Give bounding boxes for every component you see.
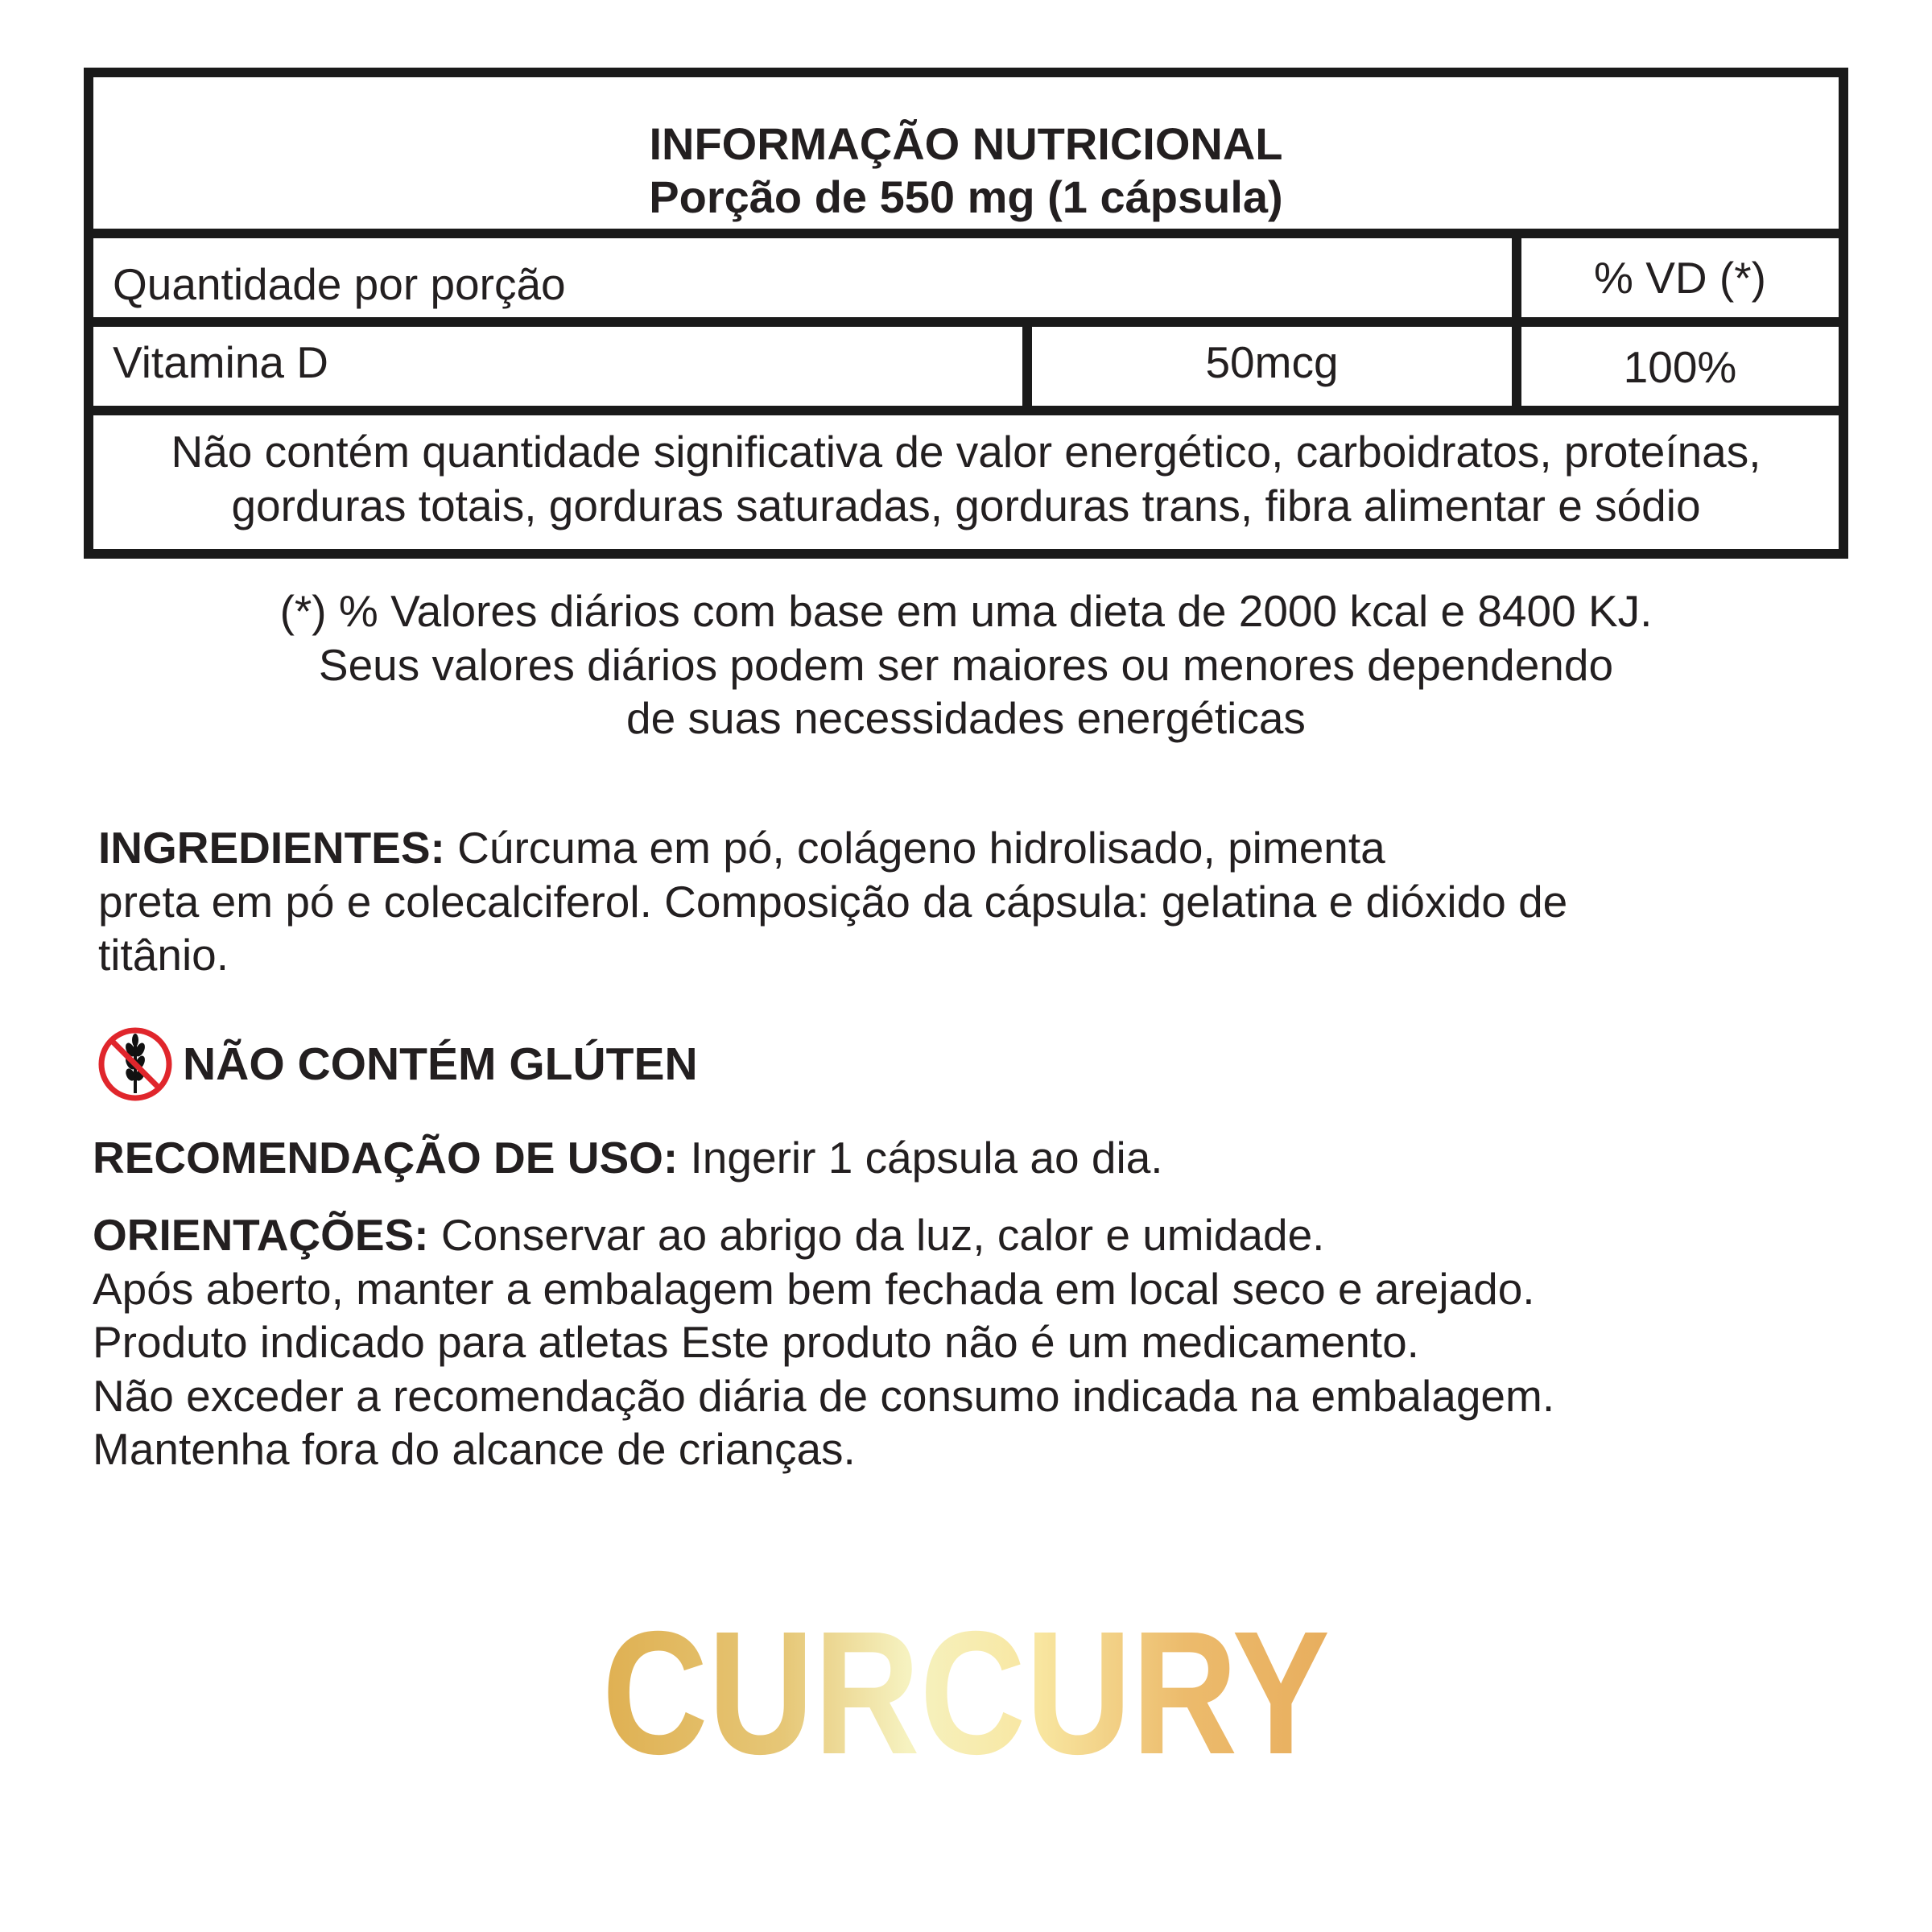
orientations-text: Após aberto, manter a embalagem bem fechada em local seco e arejado. [93, 1263, 1535, 1314]
brand-logo-text: CURCURY [602, 1596, 1330, 1791]
divider [93, 406, 1839, 415]
usage-text: Ingerir 1 cápsula ao dia. [678, 1133, 1163, 1183]
divider [93, 317, 1839, 327]
table-note [93, 425, 1839, 533]
footnote-line: (*) % Valores diários com base em uma dieta de 2000 kcal e 8400 KJ. [279, 586, 1653, 636]
footnote [0, 584, 1932, 745]
nutrient-amount: 50mcg [1205, 337, 1339, 387]
orientations-label: ORIENTAÇÕES: [93, 1210, 429, 1260]
nutrition-table [84, 68, 1848, 559]
note-line: gorduras totais, gorduras saturadas, gorduras trans, fibra alimentar e sódio [231, 481, 1701, 530]
divider [1022, 317, 1032, 407]
ingredients [98, 821, 1567, 982]
no-gluten-icon [97, 1026, 174, 1103]
divider [93, 229, 1839, 238]
serving-size: Porção de 550 mg (1 cápsula) [649, 171, 1283, 222]
note-line: Não contém quantidade significativa de valor energético, carboidratos, proteínas, [171, 427, 1761, 477]
orientations-text: Produto indicado para atletas Este produto não é um medicamento. [93, 1317, 1419, 1367]
usage-recommendation [93, 1131, 1163, 1185]
table-title-text: INFORMAÇÃO NUTRICIONAL [649, 118, 1283, 169]
orientations-text: Não exceder a recomendação diária de consumo indicada na embalagem. [93, 1370, 1555, 1421]
header-vd: % VD (*) [1594, 253, 1766, 303]
table-title [93, 118, 1839, 224]
ingredients-text: titânio. [98, 930, 229, 980]
footnote-line: de suas necessidades energéticas [626, 693, 1306, 743]
orientations [93, 1208, 1554, 1476]
ingredients-text: Cúrcuma em pó, colágeno hidrolisado, pimenta [444, 823, 1385, 873]
header-quantity: Quantidade por porção [113, 259, 566, 309]
brand-logo [596, 1596, 1336, 1791]
nutrient-name: Vitamina D [113, 337, 328, 387]
orientations-text: Conservar ao abrigo da luz, calor e umidade. [428, 1210, 1325, 1260]
orientations-text: Mantenha fora do alcance de crianças. [93, 1424, 856, 1474]
nutrient-vd: 100% [1623, 342, 1737, 392]
gluten-free-label: NÃO CONTÉM GLÚTEN [183, 1038, 698, 1090]
footnote-line: Seus valores diários podem ser maiores ou menores dependendo [318, 639, 1614, 690]
ingredients-text: preta em pó e colecalciferol. Composição da cápsula: gelatina e dióxido de [98, 876, 1568, 927]
ingredients-label: INGREDIENTES: [98, 823, 445, 873]
usage-label: RECOMENDAÇÃO DE USO: [93, 1133, 679, 1183]
